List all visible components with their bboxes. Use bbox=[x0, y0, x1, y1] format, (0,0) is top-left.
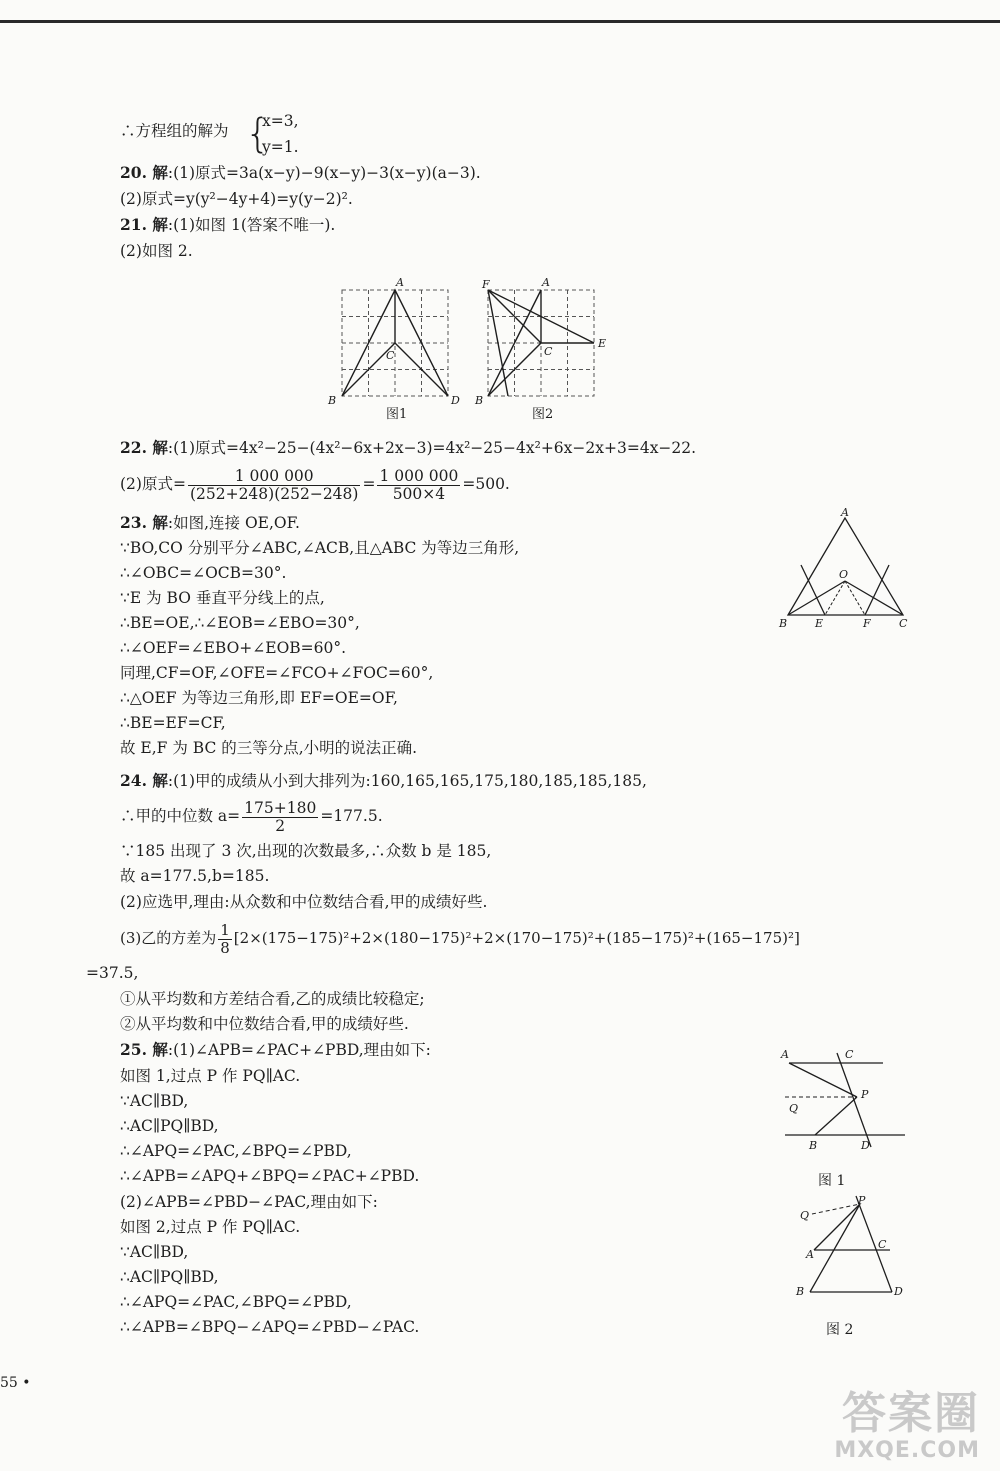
fraction bbox=[377, 468, 460, 503]
fraction-numerator: 1 bbox=[220, 920, 230, 939]
solution-line: ∴∠APQ=∠PAC,∠BPQ=∠PBD, bbox=[120, 1142, 352, 1160]
solution-text: (3)乙的方差为 bbox=[120, 929, 217, 947]
solution-line: 故 E,F 为 BC 的三等分点,小明的说法正确. bbox=[120, 739, 418, 757]
problem-number: 25. 解 bbox=[120, 1040, 168, 1059]
solution-text: :(1)∠APB=∠PAC+∠PBD,理由如下: bbox=[167, 1041, 431, 1059]
point-label: C bbox=[878, 1238, 887, 1251]
triangle-figure-23 bbox=[775, 505, 915, 635]
point-label: A bbox=[781, 1048, 789, 1061]
point-label: O bbox=[839, 568, 849, 581]
point-label: A bbox=[396, 276, 404, 289]
solution-line-fraction bbox=[120, 918, 800, 958]
fraction bbox=[242, 800, 318, 835]
point-label: E bbox=[815, 617, 824, 630]
solution-line: 如图 1,过点 P 作 PQ∥AC. bbox=[120, 1067, 301, 1085]
solution-line: (2)原式=y(y²−4y+4)=y(y−2)². bbox=[120, 190, 353, 208]
solution-line: ∴∠APQ=∠PAC,∠BPQ=∠PBD, bbox=[120, 1293, 352, 1311]
parallel-figure-25-1 bbox=[775, 1045, 910, 1160]
solution-line: ∴AC∥PQ∥BD, bbox=[120, 1268, 219, 1286]
solution-line: (2)∠APB=∠PBD−∠PAC,理由如下: bbox=[120, 1193, 378, 1211]
system-brace: { bbox=[245, 111, 271, 157]
problem-number: 24. 解 bbox=[120, 771, 168, 790]
solution-line: ∴△OEF 为等边三角形,即 EF=OE=OF, bbox=[120, 689, 398, 707]
problem-21-line bbox=[120, 214, 335, 236]
solution-line: ∴AC∥PQ∥BD, bbox=[120, 1117, 219, 1135]
system-eq-1: x=3, bbox=[262, 112, 299, 130]
problem-number: 22. 解 bbox=[120, 438, 168, 457]
problem-number: 21. 解 bbox=[120, 215, 168, 234]
system-eq-2: y=1. bbox=[262, 138, 299, 156]
parallel-figure-25-2 bbox=[790, 1192, 915, 1307]
solution-text: :(1)原式=4x²−25−(4x²−6x+2x−3)=4x²−25−4x²+6x−2x+3=4x−22. bbox=[167, 439, 697, 457]
problem-22-line bbox=[120, 437, 696, 459]
solution-line: ∴∠OEF=∠EBO+∠EOB=60°. bbox=[120, 639, 347, 657]
point-label: P bbox=[861, 1088, 869, 1101]
point-label: C bbox=[544, 345, 553, 358]
solution-line: ∴BE=EF=CF, bbox=[120, 714, 226, 732]
solution-text: :(1)甲的成绩从小到大排列为:160,165,165,175,180,185,185,185, bbox=[167, 772, 647, 790]
solution-text: =177.5. bbox=[320, 807, 383, 825]
solution-line: =37.5, bbox=[86, 964, 139, 982]
solution-line-fraction bbox=[120, 796, 383, 836]
solution-text: :(1)如图 1(答案不唯一). bbox=[167, 216, 336, 234]
solution-line: ∵E 为 BO 垂直平分线上的点, bbox=[120, 589, 325, 607]
point-label: C bbox=[899, 617, 908, 630]
point-label: P bbox=[858, 1194, 866, 1207]
figure-caption: 图 2 bbox=[826, 1322, 854, 1338]
solution-line: ∴∠APB=∠APQ+∠BPQ=∠PAC+∠PBD. bbox=[120, 1167, 420, 1185]
point-label: A bbox=[806, 1248, 814, 1261]
solution-text: :如图,连接 OE,OF. bbox=[167, 514, 300, 532]
point-label: C bbox=[386, 349, 395, 362]
solution-line: ∵AC∥BD, bbox=[120, 1092, 189, 1110]
point-label: B bbox=[779, 617, 788, 630]
point-label: A bbox=[542, 276, 550, 289]
solution-line: ②从平均数和中位数结合看,甲的成绩好些. bbox=[120, 1015, 409, 1033]
fraction bbox=[218, 922, 232, 957]
point-label: B bbox=[809, 1139, 818, 1152]
solution-line: ∵185 出现了 3 次,出现的次数最多,∴众数 b 是 185, bbox=[120, 842, 492, 860]
grid-figures-21 bbox=[320, 275, 620, 425]
fraction bbox=[188, 468, 361, 503]
solution-line: 如图 2,过点 P 作 PQ∥AC. bbox=[120, 1218, 301, 1236]
solution-line: ∴∠OBC=∠OCB=30°. bbox=[120, 564, 287, 582]
solution-line-fraction: (2)原式= $\frac{1 000 000}{(252+248)(252-248)}$ = $\frac{1 000 000}{500\times 4}$ =500. bbox=[120, 466, 510, 503]
point-label: Q bbox=[789, 1102, 799, 1115]
solution-line: ∴BE=OE,∴∠EOB=∠EBO=30°, bbox=[120, 614, 360, 632]
solution-text: ∴甲的中位数 a= bbox=[120, 807, 241, 825]
page-number: 55 • bbox=[0, 1375, 31, 1391]
point-label: Q bbox=[800, 1209, 810, 1222]
problem-24-line bbox=[120, 770, 647, 792]
watermark-logo bbox=[834, 1390, 980, 1463]
point-label: D bbox=[894, 1285, 903, 1298]
fraction-numerator: 1 000 000 bbox=[379, 466, 459, 485]
problem-23-line bbox=[120, 512, 300, 534]
point-label: E bbox=[598, 337, 607, 350]
solution-line: 同理,CF=OF,∠OFE=∠FCO+∠FOC=60°, bbox=[120, 664, 434, 682]
figure-caption: 图 1 bbox=[818, 1173, 846, 1189]
point-label: D bbox=[861, 1139, 870, 1152]
fraction-denominator: 500×4 bbox=[392, 484, 446, 503]
problem-number: 23. 解 bbox=[120, 513, 168, 532]
top-rule bbox=[0, 20, 1000, 23]
solution-line: 故 a=177.5,b=185. bbox=[120, 867, 270, 885]
point-label: B bbox=[475, 394, 484, 407]
problem-20-line bbox=[120, 162, 481, 184]
figure-caption: 图1 bbox=[386, 407, 408, 422]
figure-caption: 图2 bbox=[532, 407, 554, 422]
fraction-numerator: 175+180 bbox=[244, 798, 317, 817]
fraction-denominator: 8 bbox=[220, 938, 230, 957]
fraction-denominator: 2 bbox=[275, 816, 286, 835]
solution-line: (2)应选甲,理由:从众数和中位数结合看,甲的成绩好些. bbox=[120, 893, 488, 911]
problem-25-line bbox=[120, 1039, 431, 1061]
fraction-numerator: 1 000 000 bbox=[188, 468, 361, 486]
solution-line: ∴方程组的解为 bbox=[120, 122, 229, 140]
solution-line: ∵BO,CO 分别平分∠ABC,∠ACB,且△ABC 为等边三角形, bbox=[120, 539, 520, 557]
fraction-denominator: (252+248)(252−248) bbox=[189, 484, 359, 503]
point-label: F bbox=[482, 278, 490, 291]
point-label: F bbox=[863, 617, 871, 630]
solution-text: [2×(175−175)²+2×(180−175)²+2×(170−175)²+(185−175)²+(165−175)²] bbox=[233, 929, 800, 947]
point-label: B bbox=[328, 394, 337, 407]
solution-line: (2)如图 2. bbox=[120, 242, 193, 260]
solution-text: :(1)原式=3a(x−y)−9(x−y)−3(x−y)(a−3). bbox=[167, 164, 481, 182]
solution-line: ①从平均数和方差结合看,乙的成绩比较稳定; bbox=[120, 990, 425, 1008]
solution-text: =500. bbox=[462, 475, 510, 493]
solution-text: (2)原式= bbox=[120, 475, 186, 493]
problem-number: 20. 解 bbox=[120, 163, 168, 182]
point-label: A bbox=[841, 506, 849, 519]
watermark-title: 答案圈 bbox=[842, 1388, 980, 1439]
watermark-url: MXQE.COM bbox=[834, 1438, 980, 1463]
point-label: C bbox=[845, 1048, 854, 1061]
solution-line: ∵AC∥BD, bbox=[120, 1243, 189, 1261]
solution-line: ∴∠APB=∠BPQ−∠APQ=∠PBD−∠PAC. bbox=[120, 1318, 420, 1336]
point-label: D bbox=[451, 394, 460, 407]
point-label: B bbox=[796, 1285, 805, 1298]
